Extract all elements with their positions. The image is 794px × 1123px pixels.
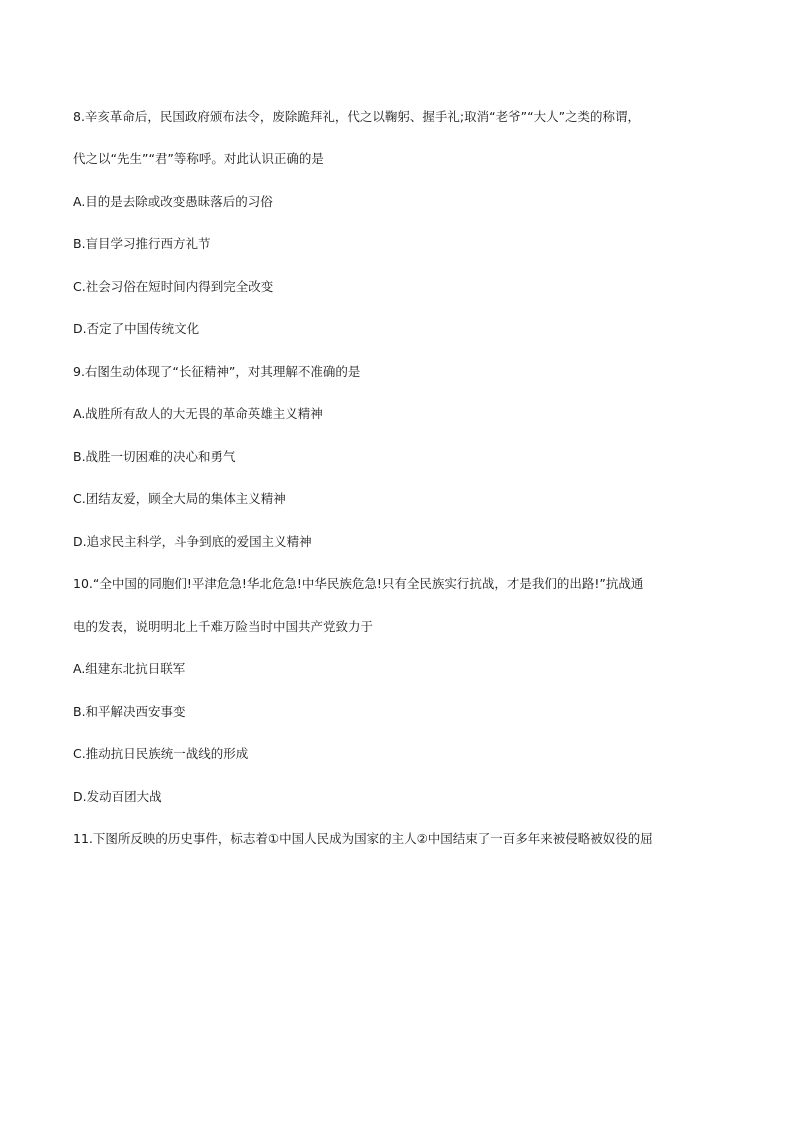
q10-option-c: C.推动抗日民族统一战线的形成: [73, 746, 249, 761]
q9-option-c: C.团结友爱，顾全大局的集体主义精神: [73, 491, 286, 506]
q8-stem-line-2: 代之以“先生”“君”等称呼。对此认识正确的是: [73, 151, 324, 166]
q8-option-d: D.否定了中国传统文化: [73, 321, 200, 336]
q10-option-a: A.组建东北抗日联军: [73, 661, 186, 676]
q8-stem-line-1: 8.辛亥革命后，民国政府颁布法令，废除跪拜礼，代之以鞠躬、握手礼;取消“老爷”“大人”之类的称谓，: [73, 109, 641, 124]
q8-option-b: B.盲目学习推行西方礼节: [73, 236, 211, 251]
q9-option-a: A.战胜所有敌人的大无畏的革命英雄主义精神: [73, 406, 323, 421]
q11-stem-line-1: 11.下图所反映的历史事件，标志着①中国人民成为国家的主人②中国结束了一百多年来被侵略被奴役的屈: [73, 831, 653, 846]
q10-option-b: B.和平解决西安事变: [73, 704, 186, 719]
q10-stem-line-2: 电的发表，说明明北上千难万险当时中国共产党致力于: [73, 619, 374, 634]
q9-stem: 9.右图生动体现了“长征精神”，对其理解不准确的是: [73, 364, 361, 379]
q8-option-c: C.社会习俗在短时间内得到完全改变: [73, 279, 274, 294]
q10-option-d: D.发动百团大战: [73, 789, 162, 804]
q9-option-d: D.追求民主科学，斗争到底的爱国主义精神: [73, 534, 312, 549]
q9-option-b: B.战胜一切困难的决心和勇气: [73, 449, 236, 464]
q8-option-a: A.目的是去除或改变愚昧落后的习俗: [73, 194, 273, 209]
q10-stem-line-1: 10.“全中国的同胞们!平津危急!华北危急!中华民族危急!只有全民族实行抗战，才是我们的出路!”抗战通: [73, 576, 644, 591]
